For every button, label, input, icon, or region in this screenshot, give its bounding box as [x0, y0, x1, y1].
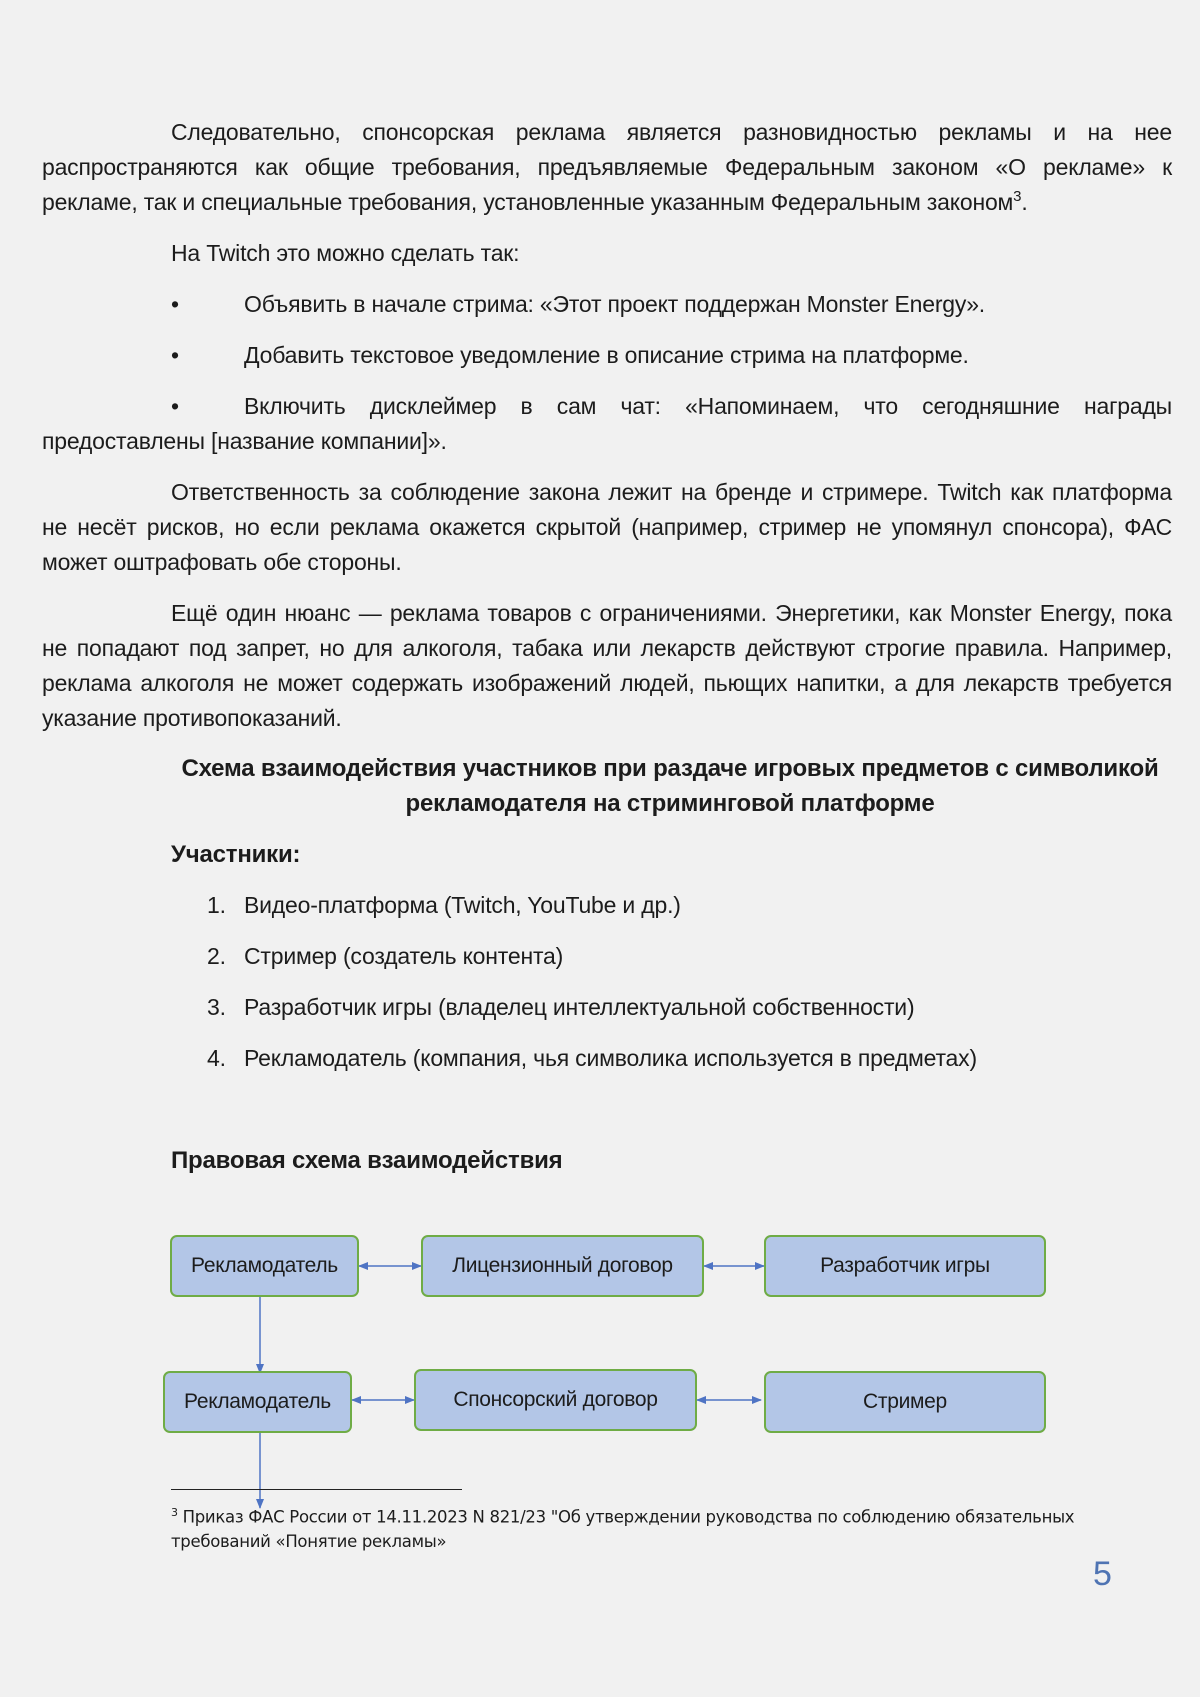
list-item: • Добавить текстовое уведомление в описание стрима на платформе. — [42, 338, 1172, 373]
box-advertiser-bottom: Рекламодатель — [163, 1371, 352, 1433]
footnote: $^3$ Приказ ФАС России от 14.11.2023 N 821/23 "Об утверждении руководства по соблюдению обязательных требований «Понятие рекламы» — [171, 1506, 1075, 1551]
bullet-icon: • — [171, 342, 179, 368]
list-item: 4. Рекламодатель (компания, чья символика используется в предметах) — [207, 1045, 977, 1071]
participants-title: Участники: — [171, 841, 301, 868]
list-item: 3. Разработчик игры (владелец интеллектуальной собственности) — [207, 994, 915, 1020]
bullet-icon: • — [171, 291, 179, 317]
paragraph-sponsorship: Следовательно, спонсорская реклама является разновидностью рекламы и на нее распространяются как общие требования, предъявляемые Федеральным законом «О рекламе» к рекламе, так и специальные требования, установленные указанным Федеральным законом$^3$. — [42, 119, 1172, 215]
list-item: 2. Стример (создатель контента) — [207, 943, 564, 969]
list-item: • Объявить в начале стрима: «Этот проект поддержан Monster Energy». — [42, 287, 1172, 322]
paragraph-twitch-intro: На Twitch это можно сделать так: — [171, 240, 520, 266]
footnote-mark: 3 — [171, 1506, 178, 1519]
section-heading: Схема взаимодействия участников при раздаче игровых предметов с символикой рекламодателя на стриминговой платформе — [181, 755, 1159, 817]
footnote-reference[interactable]: 3 — [1013, 188, 1022, 205]
box-sponsorship-agreement: Спонсорский договор — [414, 1369, 697, 1431]
footnote-separator — [171, 1489, 462, 1490]
list-item: • Включить дисклеймер в сам чат: «Напоминаем, что сегодняшние награды предоставлены [название компании]». — [42, 389, 1172, 459]
paragraph-restrictions: Ещё один нюанс — реклама товаров с ограничениями. Энергетики, как Monster Energy, пока не попадают под запрет, но для алкоголя, табака или лекарств действуют строгие правила. Например, реклама алкоголя не может содержать изображений людей, пьющих напитки, а для лекарств требуется указание противопоказаний. — [42, 600, 1172, 731]
box-advertiser-top: Рекламодатель — [170, 1235, 359, 1297]
box-game-developer: Разработчик игры — [764, 1235, 1046, 1297]
page-number: 5 — [1093, 1555, 1112, 1593]
scheme-title: Правовая схема взаимодействия — [171, 1147, 563, 1174]
bullet-icon: • — [171, 393, 179, 419]
box-streamer: Стример — [764, 1371, 1046, 1433]
paragraph-responsibility: Ответственность за соблюдение закона лежит на бренде и стримере. Twitch как платформа не несёт рисков, но если реклама окажется скрытой (например, стример не упомянул спонсора), ФАС может оштрафовать обе стороны. — [42, 479, 1172, 575]
box-license-agreement: Лицензионный договор — [421, 1235, 704, 1297]
list-item: 1. Видео-платформа (Twitch, YouTube и др.) — [207, 892, 681, 918]
